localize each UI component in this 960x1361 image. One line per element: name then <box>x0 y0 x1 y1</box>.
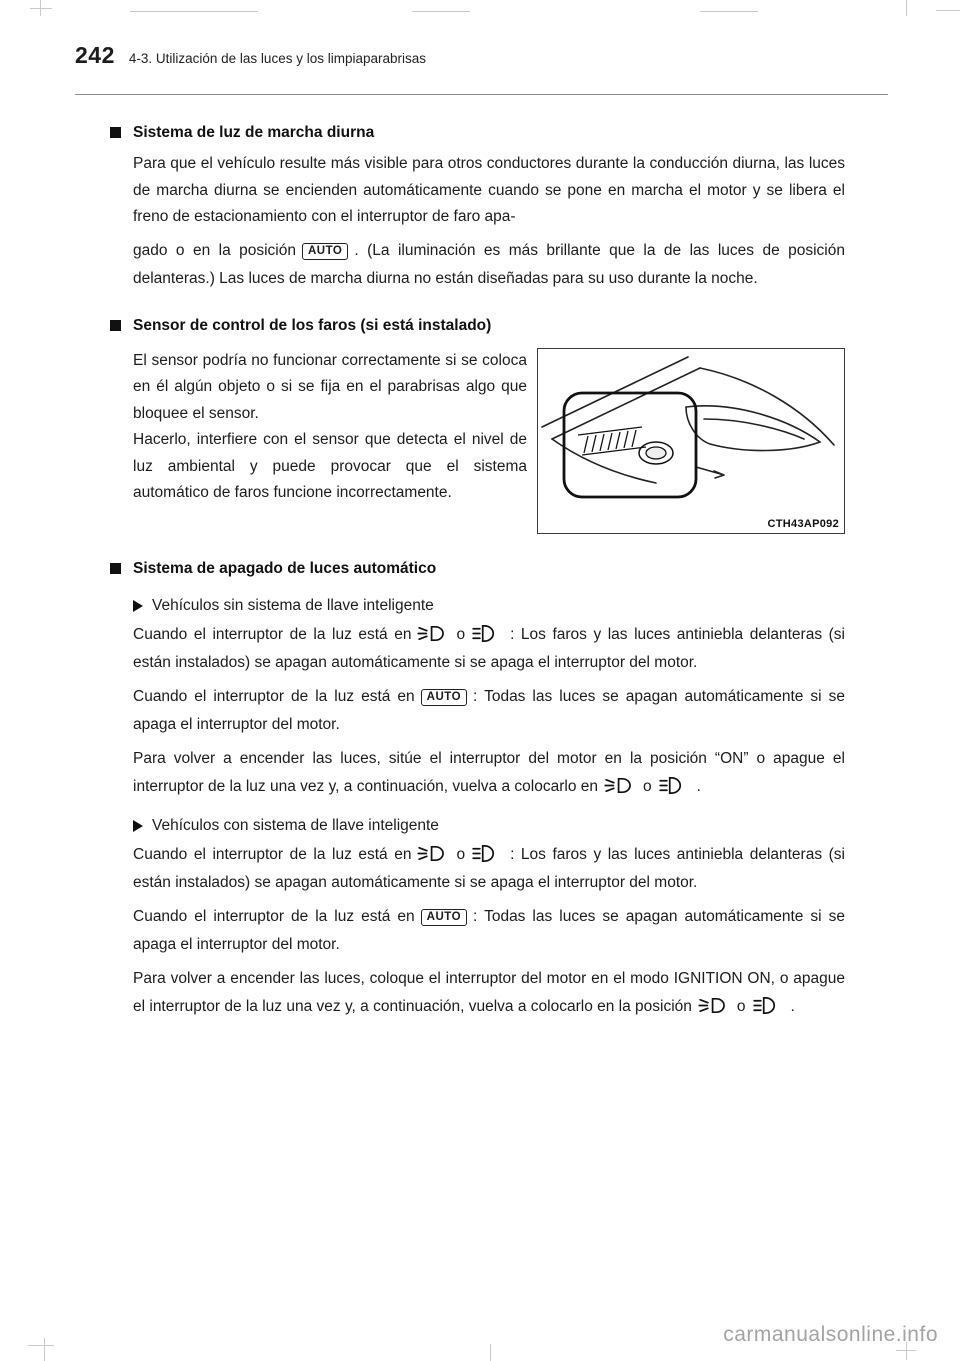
paragraph-text: Cuando el interruptor de la luz está en <box>133 907 415 925</box>
variant-heading-text: Vehículos con sistema de llave inteligente <box>152 816 439 834</box>
paragraph-text: Para que el vehículo resulte más visible para otros conductores durante la conducción diurna, las luces de marcha diurna se encienden automáticamente cuando se pone en marcha el motor y se libera el freno de estacionamiento con el interruptor de faro apa- <box>133 155 845 225</box>
paragraph <box>133 621 845 677</box>
paragraph-text: : Los faros y las luces antiniebla delanteras (si están instalados) se apagan automáticamente si se apaga el interruptor del motor. <box>133 845 845 891</box>
paragraph-text: o <box>456 845 466 863</box>
paragraph-text: Para volver a encender las luces, coloque el interruptor del motor en el modo IGNITION ON, o apague el interruptor de la luz una vez y, a continuación, vuelva a colocarlo en la posición <box>133 969 845 1015</box>
sensor-figure <box>537 348 845 534</box>
headlight-sensor-illustration <box>538 349 844 533</box>
paragraph <box>133 151 845 231</box>
section-heading-text: Sensor de control de los faros (si está instalado) <box>133 316 492 334</box>
paragraph-text: : Todas las luces se apagan automáticamente si se apaga el interruptor del motor. <box>133 907 845 953</box>
paragraph <box>133 965 845 1021</box>
square-bullet-icon <box>110 127 121 138</box>
headlight-icon <box>658 775 691 796</box>
auto-switch-badge: AUTO <box>302 243 348 260</box>
sensor-section-row <box>133 348 845 534</box>
paragraph-text: gado o en la posición <box>133 241 296 259</box>
right-arrow-icon <box>133 600 143 612</box>
paragraph-text: o <box>736 997 746 1015</box>
paragraph-text: Para volver a encender las luces, sitúe el interruptor del motor en la posición “ON” o apague el interruptor de la luz una vez y, a continuación, vuelva a colocarlo en <box>133 749 845 795</box>
paragraph <box>133 745 845 801</box>
paragraph <box>133 841 845 897</box>
variant-heading-smart-key <box>133 817 845 835</box>
paragraph-text: : Todas las luces se apagan automáticamente si se apaga el interruptor del motor. <box>133 687 845 733</box>
auto-switch-badge: AUTO <box>421 689 467 706</box>
headlight-icon <box>471 843 504 864</box>
paragraph-text: El sensor podría no funcionar correctamente si se coloca en él algún objeto o si se fija en el parabrisas algo que bloquee el sensor. <box>133 351 527 422</box>
paragraph-text: : Los faros y las luces antiniebla delanteras (si están instalados) se apagan automáticamente si se apaga el interruptor del motor. <box>133 625 845 671</box>
paragraph <box>133 683 845 739</box>
tail-lamp-icon <box>604 775 637 796</box>
auto-switch-badge: AUTO <box>421 909 467 926</box>
paragraph-text: Cuando el interruptor de la luz está en <box>133 687 415 705</box>
paragraph <box>133 237 845 293</box>
section-heading-auto-light-off <box>110 556 845 581</box>
right-arrow-icon <box>133 820 143 832</box>
tail-lamp-icon <box>698 995 731 1016</box>
section-heading-daytime-lights <box>110 120 845 145</box>
paragraph-text: Cuando el interruptor de la luz está en <box>133 845 412 863</box>
section-heading-headlight-sensor <box>110 313 845 338</box>
page-content <box>75 106 845 1027</box>
square-bullet-icon <box>110 563 121 574</box>
variant-heading-text: Vehículos sin sistema de llave inteligente <box>152 596 434 614</box>
paragraph-text: . <box>790 997 795 1015</box>
header-divider <box>75 94 888 95</box>
chapter-title: 4-3. Utilización de las luces y los limpiaparabrisas <box>128 51 427 66</box>
figure-caption: CTH43AP092 <box>764 518 839 530</box>
section-heading-text: Sistema de luz de marcha diurna <box>133 124 375 141</box>
headlight-icon <box>471 623 504 644</box>
variant-heading-no-smart-key <box>133 597 845 615</box>
paragraph-text: . (La iluminación es más brillante que la de las luces de posición delanteras.) Las luces de marcha diurna no están diseñadas para su uso durante la noche. <box>133 241 845 287</box>
section-heading-text: Sistema de apagado de luces automático <box>133 559 437 577</box>
page-number: 242 <box>75 42 115 68</box>
headlight-icon <box>752 995 785 1016</box>
paragraph-text: Hacerlo, interfiere con el sensor que detecta el nivel de luz ambiental y puede provocar que el sistema automático de faros funcione incorrectamente. <box>133 431 527 501</box>
sensor-body-text <box>133 348 527 534</box>
square-bullet-icon <box>110 320 121 331</box>
paragraph-text: . <box>696 777 701 795</box>
paragraph-text: Cuando el interruptor de la luz está en <box>133 625 412 643</box>
watermark: carmanualsonline.info <box>723 1323 938 1346</box>
page-header <box>75 42 426 69</box>
paragraph-text: o <box>643 777 652 795</box>
tail-lamp-icon <box>417 623 450 644</box>
tail-lamp-icon <box>417 843 450 864</box>
paragraph-text: o <box>456 625 466 643</box>
paragraph <box>133 903 845 959</box>
